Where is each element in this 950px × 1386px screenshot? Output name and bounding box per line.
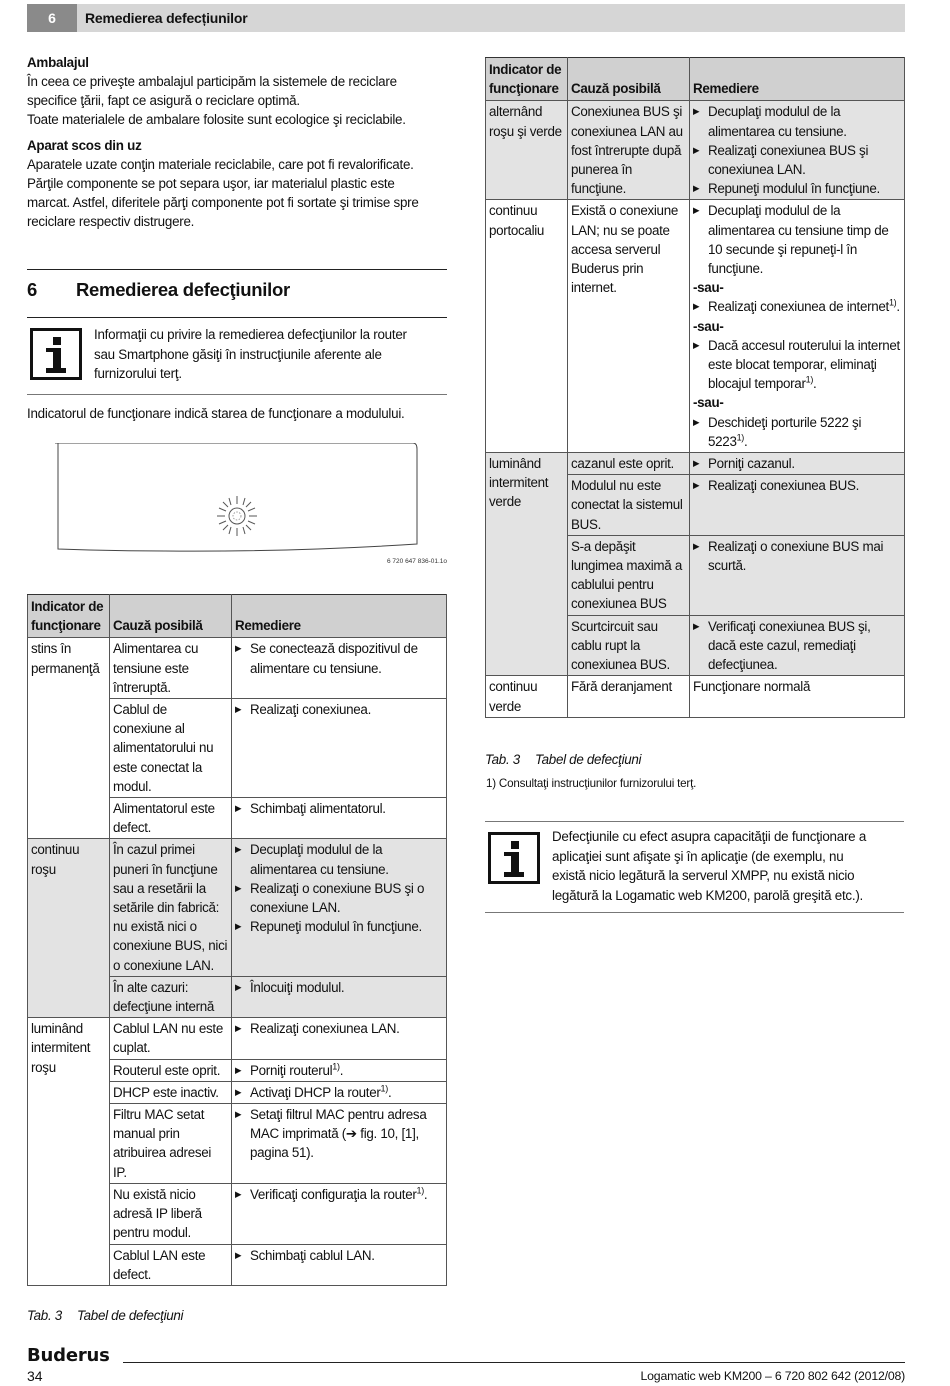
table-row (28, 1018, 447, 1059)
section-heading (27, 279, 290, 301)
cause-cell: Există o conexiune LAN; nu se poate accesa serverul Buderus prin internet. (568, 200, 690, 453)
info-line: aplicaţiei sunt afişate şi în aplicaţie (de exemplu, nu (552, 848, 844, 864)
table-row (486, 676, 905, 717)
remedy-cell: ▶ Realizaţi conexiunea LAN. (232, 1018, 447, 1059)
info-icon (488, 832, 540, 884)
module-drawing (55, 443, 450, 566)
remedy-cell: ▶ Schimbaţi alimentatorul. (232, 798, 447, 839)
aparat-line: Părţile componente se pot separa uşor, iar materialul plastic este (27, 176, 395, 191)
fault-table-right (485, 57, 905, 718)
indicator-cell: continuu verde (486, 676, 568, 717)
remedy-cell: ▶ Decuplaţi modulul de la alimentarea cu tensiune. ▶ Realizaţi o conexiune BUS şi o conexiune LAN. ▶ Repuneţi modulul în funcţiune. (232, 839, 447, 976)
info-line: legătură la Logamatic web KM200, parolă greşită etc.). (552, 887, 864, 903)
aparat-line: reciclare respectiv distrugere. (27, 214, 195, 229)
left-column-text (27, 53, 447, 231)
info-line: Defecţiunile cu efect asupra capacităţii de funcţionare a (552, 829, 867, 844)
remedy-cell: ▶ Realizaţi o conexiune BUS mai scurtă. (690, 535, 905, 615)
aparat-line: marcat. Astfel, diferitele părţi componente pot fi sortate şi trimise spre (27, 195, 419, 210)
remedy-cell: ▶ Setaţi filtrul MAC pentru adresa MAC imprimată (➔ fig. 10, [1], pagina 51). (232, 1104, 447, 1184)
section-heading-number: 6 (27, 279, 37, 300)
indicator-cell: continuu roşu (28, 839, 110, 1018)
remedy-cell: Funcţionare normală (690, 676, 905, 717)
col-header-indicator: Indicator de funcţionare (486, 58, 568, 101)
table-footnote: 1) Consultaţi instrucţiunilor furnizorului terţ. (486, 777, 697, 790)
cause-cell: DHCP este inactiv. (110, 1081, 232, 1103)
col-header-indicator: Indicator de funcţionare (28, 595, 110, 638)
remedy-cell: ▶ Porniţi cazanul. (690, 453, 905, 475)
cause-cell: Modulul nu este conectat la sistemul BUS. (568, 475, 690, 536)
col-header-cause: Cauză posibilă (110, 595, 232, 638)
cause-cell: Cablul LAN este defect. (110, 1244, 232, 1285)
remedy-cell: ▶ Porniţi routerul$^{1)}$. (232, 1059, 447, 1081)
page-header (27, 4, 905, 32)
aparat-heading: Aparat scos din uz (27, 138, 142, 153)
info-line: sau Smartphone găsiţi în instrucţiunile aferente ale (94, 346, 382, 362)
fault-table-left (27, 594, 447, 1286)
remedy-cell: ▶ Verificaţi configuraţia la router$^{1)}$. (232, 1183, 447, 1244)
info-line: Informaţii cu privire la remedierea defecţiunilor la router (94, 327, 407, 342)
module-illustration (55, 443, 450, 566)
indicator-cell: stins în permanenţă (28, 638, 110, 839)
col-header-remedy: Remediere (232, 595, 447, 638)
table-caption-right: Tab. 3 Tabel de defecţiuni (485, 752, 642, 767)
table-row (28, 839, 447, 976)
ambalaj-line: Toate materialele de ambalare folosite sunt ecologice şi reciclabile. (27, 112, 406, 127)
info-icon (30, 328, 82, 380)
table-row (486, 200, 905, 453)
cause-cell: Alimentarea cu tensiune este întreruptă. (110, 638, 232, 699)
cause-cell: Cablul de conexiune al alimentatorului nu este conectat la modul. (110, 699, 232, 798)
info-rule-bottom (27, 394, 447, 395)
footer-rule (123, 1362, 905, 1363)
section-heading-title: Remedierea defecţiunilor (76, 279, 290, 300)
remedy-cell: ▶ Activaţi DHCP la router$^{1)}$. (232, 1081, 447, 1103)
info-note (27, 322, 447, 394)
section-number: 6 (27, 4, 77, 32)
info2-text (552, 827, 897, 905)
page-number: 34 (27, 1368, 43, 1384)
remedy-cell: ▶ Se conectează dispozitivul de alimentare cu tensiune. (232, 638, 447, 699)
ambalaj-heading: Ambalajul (27, 55, 89, 70)
remedy-cell: ▶ Verificaţi conexiunea BUS şi, dacă este cazul, remediaţi defecţiunea. (690, 615, 905, 676)
table-header-row (28, 595, 447, 638)
cause-cell: În alte cazuri: defecţiune internă (110, 976, 232, 1017)
header-title: Remedierea defecțiunilor (85, 10, 248, 26)
info-note-2 (485, 824, 904, 912)
section-rule (27, 269, 447, 270)
info-text (94, 325, 439, 384)
cause-cell: Filtru MAC setat manual prin atribuirea adresei IP. (110, 1104, 232, 1184)
table-row (486, 101, 905, 200)
info-line: există nicio legătură la serverul XMPP, nu există nicio (552, 868, 855, 883)
cause-cell: Routerul este oprit. (110, 1059, 232, 1081)
ambalaj-line: În ceea ce priveşte ambalajul participăm la sistemele de reciclare (27, 74, 397, 89)
table-header-row (486, 58, 905, 101)
remedy-cell: ▶ Realizaţi conexiunea BUS. (690, 475, 905, 536)
indicator-cell: alternând roşu şi verde (486, 101, 568, 200)
cause-cell: Fără deranjament (568, 676, 690, 717)
indicator-cell: continuu portocaliu (486, 200, 568, 453)
document-reference: Logamatic web KM200 – 6 720 802 642 (2012/08) (640, 1369, 905, 1383)
cause-cell: Alimentatorul este defect. (110, 798, 232, 839)
info2-rule-bottom (485, 912, 904, 913)
intro-text: Indicatorul de funcţionare indică starea de funcţionare a modulului. (27, 406, 405, 421)
indicator-cell: luminând intermitent roşu (28, 1018, 110, 1286)
cause-cell: S-a depăşit lungimea maximă a cablului pentru conexiunea BUS (568, 535, 690, 615)
cause-cell: Scurtcircuit sau cablu rupt la conexiunea BUS. (568, 615, 690, 676)
cause-cell: În cazul primei puneri în funcţiune sau a resetării la setările din fabrică: nu există nici o conexiune BUS, nici o conexiune LAN. (110, 839, 232, 976)
info-rule-top (27, 317, 447, 318)
cause-cell: Cablul LAN nu este cuplat. (110, 1018, 232, 1059)
cause-cell: cazanul este oprit. (568, 453, 690, 475)
remedy-cell: ▶ Realizaţi conexiunea. (232, 699, 447, 798)
col-header-cause: Cauză posibilă (568, 58, 690, 101)
remedy-cell: ▶ Decuplaţi modulul de la alimentarea cu tensiune. ▶ Realizaţi conexiunea BUS şi conexiunea LAN. ▶ Repuneţi modulul în funcţiune. (690, 101, 905, 200)
indicator-cell: luminând intermitent verde (486, 453, 568, 676)
brand-logo: Buderus (27, 1345, 110, 1366)
remedy-cell: ▶ Înlocuiţi modulul. (232, 976, 447, 1017)
table-row (486, 453, 905, 475)
aparat-line: Aparatele uzate conţin materiale reciclabile, care pot fi revalorificate. (27, 157, 414, 172)
figure-code: 6 720 647 836-01.1o (387, 558, 447, 565)
table-caption-left: Tab. 3 Tabel de defecţiuni (27, 1308, 184, 1323)
cause-cell: Nu există nicio adresă IP liberă pentru modul. (110, 1183, 232, 1244)
info2-rule-top (485, 821, 904, 822)
remedy-cell: ▶ Schimbaţi cablul LAN. (232, 1244, 447, 1285)
info-line: furnizorului terţ. (94, 366, 182, 381)
table-row (28, 638, 447, 699)
ambalaj-line: specifice ţării, fapt ce asigură o reciclare optimă. (27, 93, 300, 108)
col-header-remedy: Remediere (690, 58, 905, 101)
cause-cell: Conexiunea BUS şi conexiunea LAN au fost întrerupte după punerea în funcţiune. (568, 101, 690, 200)
remedy-cell: ▶ Decuplaţi modulul de la alimentarea cu tensiune timp de 10 secunde şi repuneţi-l în funcţiune. -sau- ▶ Realizaţi conexiunea de internet$^{1)}$. -sau- ▶ Dacă accesul routerului la internet este blocat temporar, eliminaţi blocajul temporar$^{1)}$. -sau- ▶ Deschideţi porturile 5222 şi 5223$^{1)}$. (690, 200, 905, 453)
